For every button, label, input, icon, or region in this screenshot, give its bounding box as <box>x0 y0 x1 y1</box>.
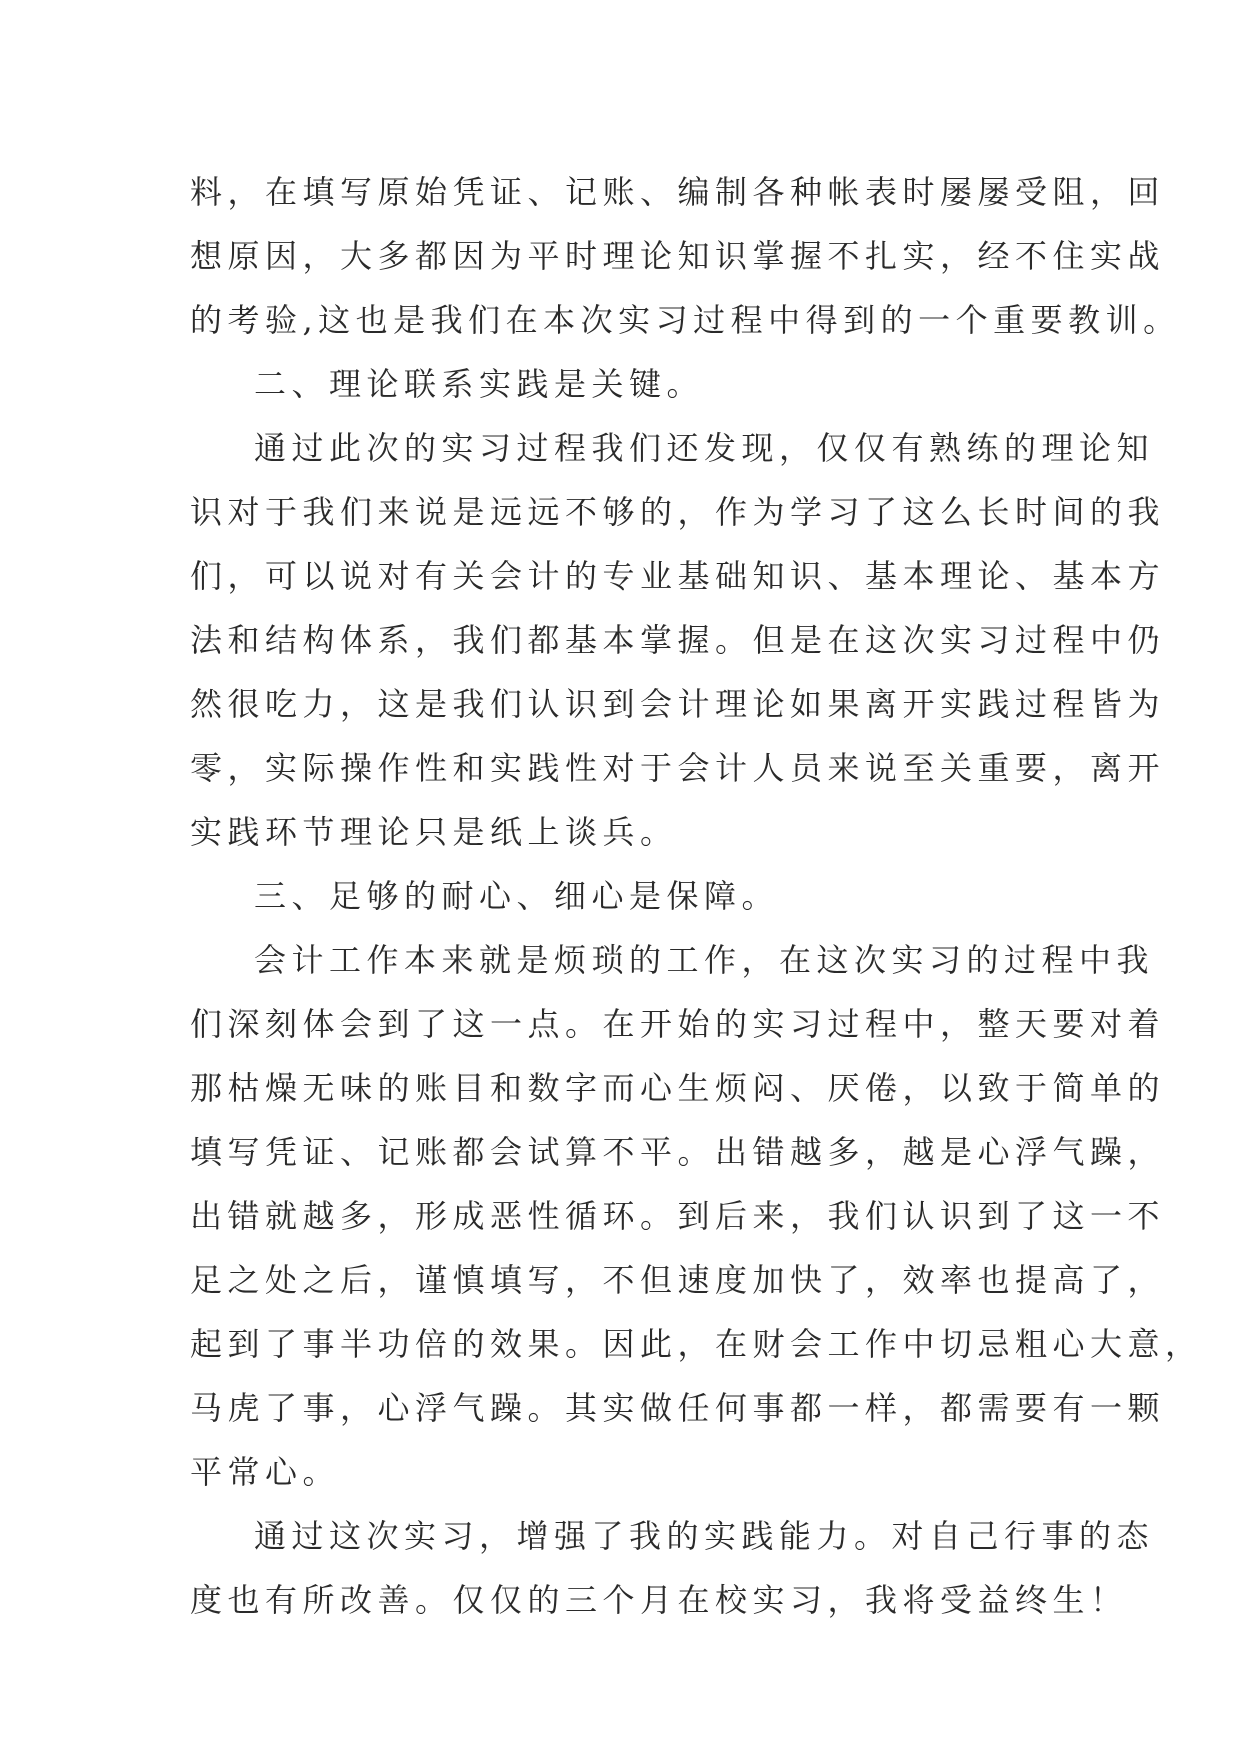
text-line: 那枯燥无味的账目和数字而心生烦闷、厌倦，以致于简单的 <box>190 1069 1166 1107</box>
text-line: 度也有所改善。仅仅的三个月在校实习，我将受益终生！ <box>190 1581 1128 1619</box>
text-line: 会计工作本来就是烦琐的工作，在这次实习的过程中我 <box>254 941 1155 979</box>
text-line: 出错就越多，形成恶性循环。到后来，我们认识到了这一不 <box>190 1197 1166 1235</box>
text-line: 通过此次的实习过程我们还发现，仅仅有熟练的理论知 <box>254 429 1155 467</box>
text-line: 三、足够的耐心、细心是保障。 <box>254 877 780 915</box>
body-text <box>190 160 1203 1632</box>
text-line: 通过这次实习，增强了我的实践能力。对自己行事的态 <box>254 1517 1155 1555</box>
text-line: 实践环节理论只是纸上谈兵。 <box>190 813 678 851</box>
text-line: 起到了事半功倍的效果。因此，在财会工作中切忌粗心大意， <box>190 1325 1203 1363</box>
text-line: 零，实际操作性和实践性对于会计人员来说至关重要，离开 <box>190 749 1166 787</box>
text-line: 们深刻体会到了这一点。在开始的实习过程中，整天要对着 <box>190 1005 1166 1043</box>
text-line: 马虎了事，心浮气躁。其实做任何事都一样，都需要有一颗 <box>190 1389 1166 1427</box>
text-line: 平常心。 <box>190 1453 341 1491</box>
text-line: 法和结构体系，我们都基本掌握。但是在这次实习过程中仍 <box>190 621 1166 659</box>
text-line: 然很吃力，这是我们认识到会计理论如果离开实践过程皆为 <box>190 685 1166 723</box>
text-line: 二、理论联系实践是关键。 <box>254 365 705 403</box>
text-line: 们，可以说对有关会计的专业基础知识、基本理论、基本方 <box>190 557 1166 595</box>
text-line: 的考验,这也是我们在本次实习过程中得到的一个重要教训。 <box>190 301 1181 339</box>
text-line: 想原因，大多都因为平时理论知识掌握不扎实，经不住实战 <box>190 237 1166 275</box>
text-line: 识对于我们来说是远远不够的，作为学习了这么长时间的我 <box>190 493 1166 531</box>
text-line: 料，在填写原始凭证、记账、编制各种帐表时屡屡受阻，回 <box>190 173 1166 211</box>
text-line: 足之处之后，谨慎填写，不但速度加快了，效率也提高了， <box>190 1261 1166 1299</box>
text-line: 填写凭证、记账都会试算不平。出错越多，越是心浮气躁， <box>190 1133 1166 1171</box>
